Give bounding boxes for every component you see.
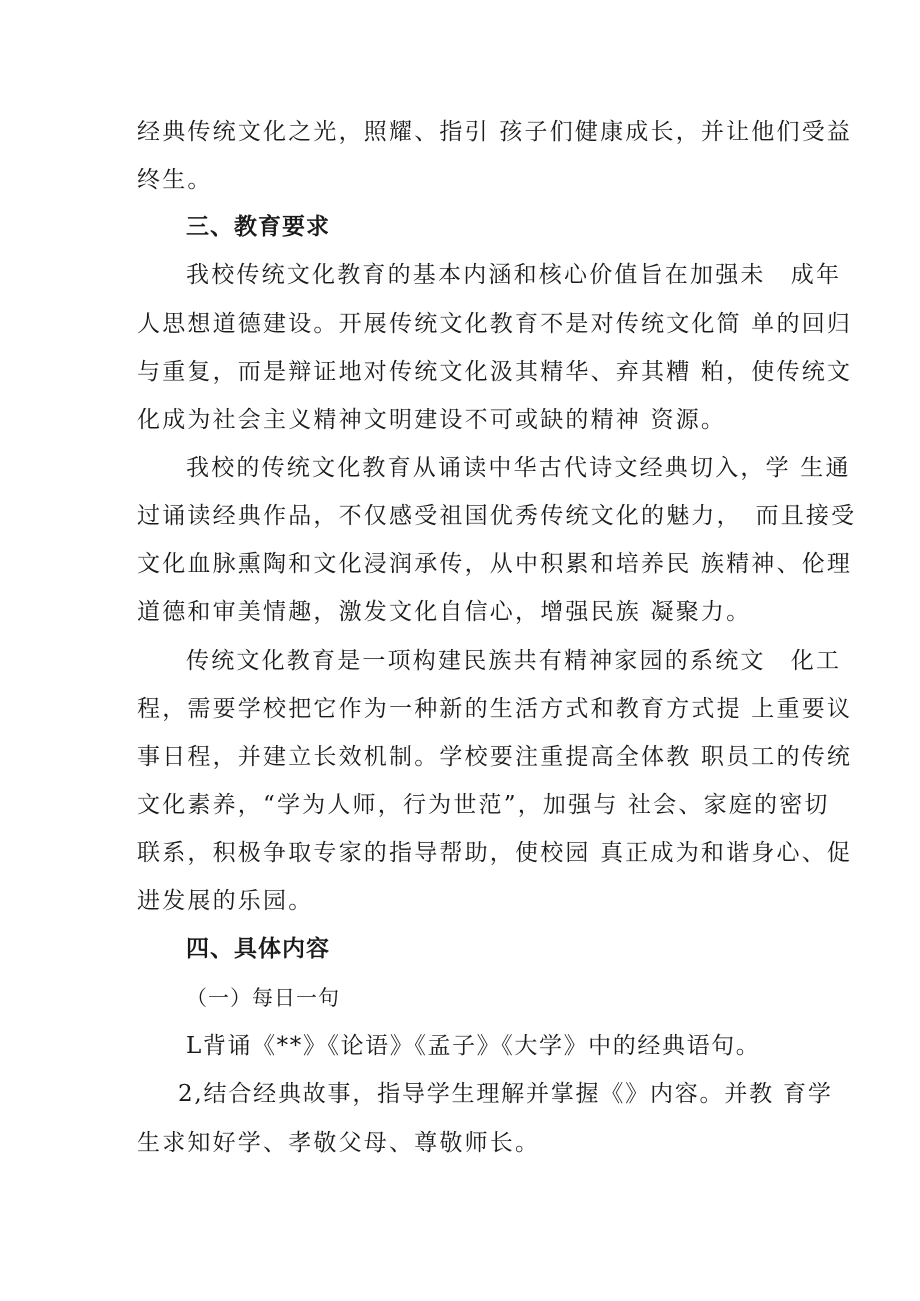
paragraph-line: 2,结合经典故事，指导学生理解并掌握《》内容。并教 育学 (178, 1081, 833, 1107)
paragraph-line: L背诵《**》《论语》《孟子》《大学》中的经典语句。 (186, 1033, 761, 1059)
paragraph-line: 生求知好学、孝敬父母、尊敬师长。 (137, 1130, 541, 1156)
paragraph-line: 程，需要学校把它作为一种新的生活方式和教育方式提 上重要议 (137, 696, 853, 722)
paragraph-line: 我校的传统文化教育从诵读中华古代诗文经典切入，学 生通 (186, 455, 851, 481)
paragraph-line: 我校传统文化教育的基本内涵和核心价值旨在加强未 成年 (186, 262, 842, 288)
paragraph-line: 终生。 (137, 167, 213, 193)
section-heading-4: 四、具体内容 (186, 936, 330, 962)
paragraph-line: 文化素养，“学为人师，行为世范”，加强与 社会、家庭的密切 (137, 792, 830, 818)
subsection-heading: （一）每日一句 (186, 986, 340, 1010)
paragraph-line: 化成为社会主义精神文明建设不可或缺的精神 资源。 (137, 407, 727, 433)
paragraph-line: 进发展的乐园。 (137, 888, 314, 914)
paragraph-line: 传统文化教育是一项构建民族共有精神家园的系统文 化工 (186, 648, 842, 674)
paragraph-line: 道德和审美情趣，激发文化自信心，增强民族 凝聚力。 (137, 599, 752, 625)
paragraph-line: 人思想道德建设。开展传统文化教育不是对传统文化简 单的回归 (137, 311, 853, 337)
paragraph-line: 与重复，而是辩证地对传统文化汲其精华、弃其糟 粕，使传统文 (137, 359, 853, 385)
paragraph-line: 联系，积极争取专家的指导帮助，使校园 真正成为和谐身心、促 (137, 840, 853, 866)
paragraph-line: 过诵读经典作品，不仅感受祖国优秀传统文化的魅力， 而且接受 (137, 503, 857, 529)
paragraph-line: 经典传统文化之光，照耀、指引 孩子们健康成长，并让他们受益 (137, 119, 853, 145)
paragraph-line: 事日程，并建立长效机制。学校要注重提高全体教 职员工的传统 (137, 744, 853, 770)
section-heading-3: 三、教育要求 (186, 214, 330, 240)
paragraph-line: 文化血脉熏陶和文化浸润承传，从中积累和培养民 族精神、伦理 (137, 551, 853, 577)
